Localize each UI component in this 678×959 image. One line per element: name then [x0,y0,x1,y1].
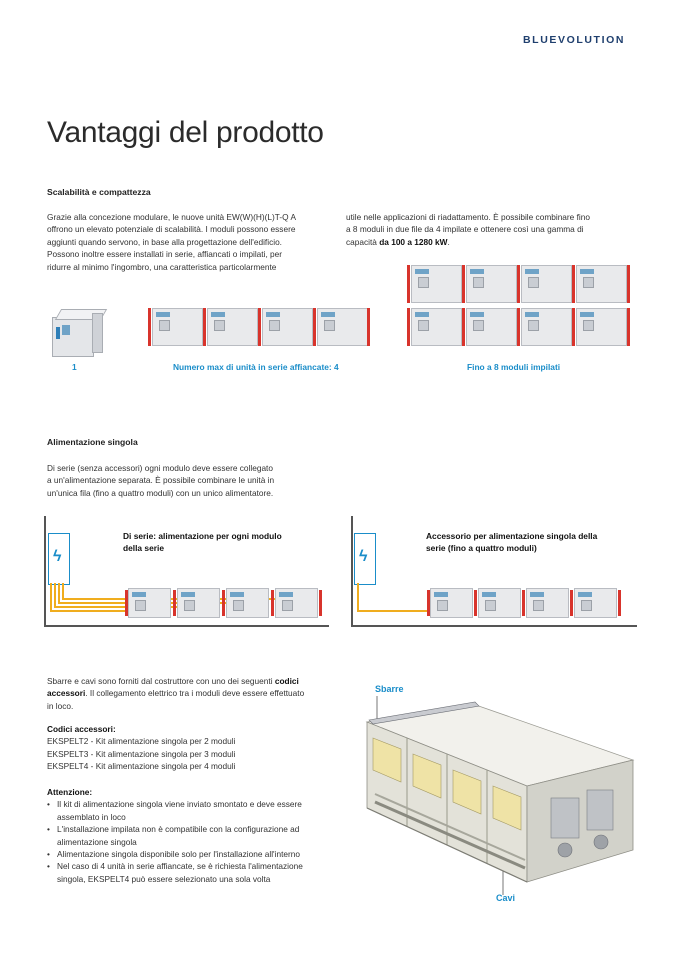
unit-module [275,588,318,618]
bullet-dot: • [47,861,50,872]
intro-bold: codici [274,676,299,686]
bullet-line: singola, EKSPELT4 può essere selezionato una sola volta [57,873,271,884]
scalability-col2-line [346,236,636,248]
single-power-line: un'unica fila (fino a quattro moduli) con un unico alimentatore. [47,487,274,498]
unit-module [576,308,627,346]
caption-stacked: Fino a 8 moduli impilati [467,362,561,372]
unit-module [207,308,258,346]
scalability-col1-line: Possono inoltre essere installati in serie, affiancati o impilati, per [47,249,283,260]
unit-module [466,308,517,346]
scalability-col2 [346,211,636,248]
scalability-col2-line: a 8 moduli in due file da 4 impilate e ottenere così una gamma di [346,224,584,235]
unit-module [317,308,368,346]
page-title: Vantaggi del prodotto [47,116,324,149]
diagram-left-title-line: Di serie: alimentazione per ogni modulo [123,531,282,541]
attention-bullet [47,848,347,860]
unit-module [466,265,517,303]
label-busbar: Sbarre [375,684,404,694]
scalability-col1-line: offrono un elevato potenziale di scalabilità. I moduli possono essere [47,224,296,235]
unit-module [478,588,521,618]
compressor [551,798,579,838]
bullet-line: alimentazione singola [57,836,137,847]
scalability-heading: Scalabilità e compattezza [47,187,151,197]
capacity-range: da 100 a 1280 kW [379,236,448,247]
scalability-col1 [47,211,337,273]
pump [594,835,608,849]
lightning-icon: ϟ [359,548,368,565]
diagram-right-title [426,530,597,554]
code-item: EKSPELT3 - Kit alimentazione singola per 3 moduli [47,748,236,759]
accessories-intro-line [47,675,347,687]
brand-logo: BLUEVOLUTION [523,34,626,46]
accessory-codes [47,723,347,773]
scalability-col1-line: aggiunti quando servono, in base alla progettazione dell'edificio. [47,236,282,247]
single-power-text [47,462,347,499]
diagram-left-title-line: della serie [123,543,164,553]
unit-module [521,265,572,303]
attention-bullet [47,823,347,848]
attention-block [47,786,347,885]
code-item: EKSPELT2 - Kit alimentazione singola per 2 moduli [47,736,236,747]
bullet-line: L'installazione impilata non è compatibile con la configurazione ad [57,824,300,835]
bullet-dot: • [47,849,50,860]
unit-module [411,265,462,303]
lightning-icon: ϟ [53,548,62,565]
bullet-line: Alimentazione singola disponibile solo per l'installazione all'interno [57,849,301,860]
unit-module [411,308,462,346]
diagram-right-title-line: Accessorio per alimentazione singola della [426,531,598,541]
accessories-intro-line [47,687,347,699]
bullet-line: Il kit di alimentazione singola viene inviato smontato e deve essere [57,799,302,810]
scalability-col1-line: ridurre al minimo l'ingombro, una caratteristica particolarmente [47,261,277,272]
intro-text: . Il collegamento elettrico tra i moduli deve essere effettuato [85,688,305,699]
diagram-right-title-line: serie (fino a quattro moduli) [426,543,537,553]
caption-series: Numero max di unità in serie affiancate: 4 [173,362,339,372]
series-units-illustration [148,306,370,348]
pump [558,843,572,857]
code-item: EKSPELT4 - Kit alimentazione singola per 4 moduli [47,761,236,772]
unit-module [128,588,171,618]
scalability-col1-line: Grazie alla concezione modulare, le nuove unità EW(W)(H)(L)T-Q A [47,212,296,222]
bullet-line: Nel caso di 4 unità in serie affiancate, se è richiesta l'alimentazione [57,861,303,872]
unit-module [226,588,269,618]
stacked-units-illustration [406,263,632,349]
capacity-prefix: capacità [346,236,380,247]
bullet-dot: • [47,824,50,835]
unit-module [526,588,569,618]
unit-module [576,265,627,303]
compressor [587,790,613,830]
accessories-intro-line: in loco. [47,700,74,711]
assembly-illustration [355,690,640,905]
unit-module [262,308,313,346]
unit-module [574,588,617,618]
unit-module [521,308,572,346]
single-power-heading: Alimentazione singola [47,437,138,447]
unit-module [177,588,220,618]
single-power-line: a un'alimentazione separata. È possibile combinare le unità in [47,475,275,486]
single-unit-illustration [52,309,102,355]
attention-heading: Attenzione: [47,787,93,797]
unit-module [430,588,473,618]
attention-bullet [47,860,347,885]
bullet-line: assemblato in loco [57,811,126,822]
scalability-col2-line: utile nelle applicazioni di riadattamento. È possibile combinare fino [346,212,590,222]
codes-heading: Codici accessori: [47,724,116,734]
capacity-suffix: . [447,236,450,247]
attention-bullet [47,798,347,823]
caption-single-unit: 1 [72,362,77,372]
unit-module [152,308,203,346]
accessories-intro [47,675,347,712]
diagram-left-title [123,530,282,554]
intro-text: Sbarre e cavi sono forniti dal costruttore con uno dei seguenti [47,676,275,686]
single-power-line: Di serie (senza accessori) ogni modulo deve essere collegato [47,463,273,473]
bullet-dot: • [47,799,50,810]
intro-bold: accessori [47,688,86,699]
label-cables: Cavi [496,893,516,903]
